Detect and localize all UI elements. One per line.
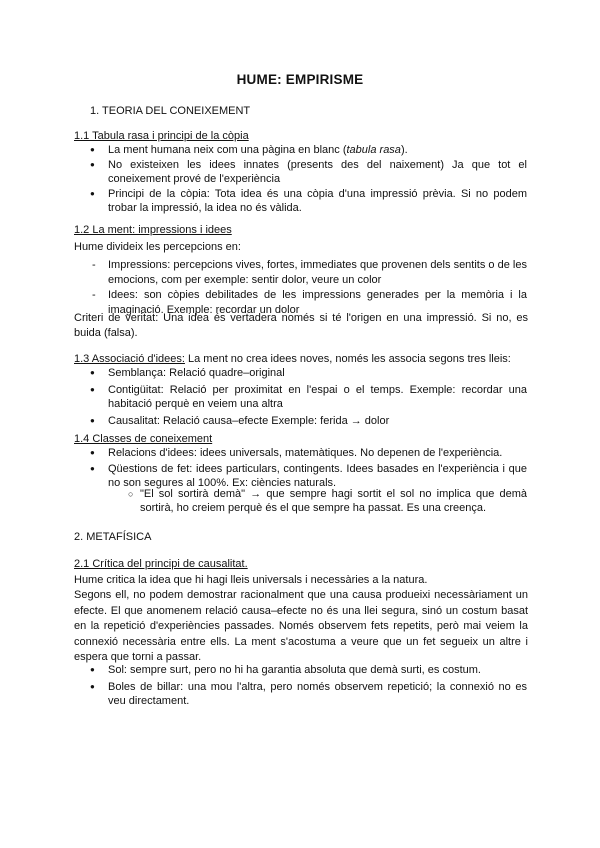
list-item: ● Semblança: Relació quadre–original	[90, 366, 527, 381]
subsection-2-1-heading: 2.1 Crítica del principi de causalitat.	[74, 558, 248, 570]
subsection-1-4-heading: 1.4 Classes de coneixement	[74, 433, 213, 445]
subsection-1-1-list	[90, 143, 527, 215]
list-item: ● Boles de billar: una mou l'altra, pero només observem repetició; la connexió no es veu directament.	[90, 680, 527, 709]
list-item: - Impressions: percepcions vives, fortes, immediates que provenen dels sentits o de les emocions, com per exemple: sentir dolor, veure un color	[90, 258, 527, 287]
list-item: ● No existeixen les idees innates (presents des del naixement) Ja que tot el coneixement prové de l'experiència	[90, 158, 527, 186]
list-item: ● Contigüitat: Relació per proximitat en l'espai o el temps. Exemple: recordar una habitació perquè en veiem una altra	[90, 383, 527, 412]
list-item: ○ "El sol sortirà demà" → que sempre hagi sortit el sol no implica que demà sortirà, ho creiem perquè és el que sempre ha passat. Es una creença.	[128, 487, 527, 515]
list-item: ● La ment humana neix com una pàgina en blanc (tabula rasa).	[90, 143, 527, 157]
subsection-2-1-list	[90, 663, 527, 709]
list-item: ● Qüestions de fet: idees particulars, contingents. Idees basades en l'experiència i que no son segures al 100%. Ex: ciències naturals.	[90, 462, 527, 490]
subsection-1-4-list	[90, 446, 527, 490]
subsection-1-2-heading: 1.2 La ment: impressions i idees	[74, 224, 232, 236]
subsection-2-1-paragraph: Segons ell, no podem demostrar racionalment que una causa produeixi necessàriament un efecte. El que anomenem relació causa–efecte no és una llei segura, sinó un costum basat en la repetició d'experiències passades. Només observem fets repetits, però mai veiem la connexió necessària entre ells. La ment s'acostuma a veure que un fet segueix un altre i espera que torni a passar.	[74, 589, 528, 664]
subsection-1-2-list	[90, 258, 527, 317]
subsection-1-4-sublist	[128, 487, 527, 515]
subsection-1-3-list	[90, 366, 527, 428]
subsection-1-3-heading-line: 1.3 Associació d'idees: La ment no crea idees noves, només les associa segons tres lleis:	[74, 353, 511, 365]
list-item: ● Causalitat: Relació causa–efecte Exemple: ferida → dolor	[90, 414, 527, 429]
criteri-de-veritat: Criteri de veritat: Una idea és vertadera només si té l'origen en una impressió. Si no, es buida (falsa).	[74, 312, 528, 339]
subsection-1-3-heading: 1.3 Associació d'idees:	[74, 353, 185, 365]
list-item: ● Relacions d'idees: idees universals, matemàtiques. No depenen de l'experiència.	[90, 446, 527, 460]
subsection-1-2-intro: Hume divideix les percepcions en:	[74, 241, 241, 253]
section-2-heading: 2. METAFÍSICA	[74, 531, 152, 543]
subsection-2-1-intro: Hume critica la idea que hi hagi lleis universals i necessàries a la natura.	[74, 574, 428, 586]
list-item: - Idees: son còpies debilitades de les impressions generades per la memòria i la imaginació. Exemple: recordar un dolor	[90, 288, 527, 317]
list-item: ● Sol: sempre surt, pero no hi ha garantia absoluta que demà surti, es costum.	[90, 663, 527, 678]
document-title: HUME: EMPIRISME	[236, 72, 364, 87]
subsection-1-1-heading: 1.1 Tabula rasa i principi de la còpia	[74, 130, 249, 142]
list-item: ● Principi de la còpia: Tota idea és una còpia d'una impressió prèvia. Si no podem trobar la impressió, la idea no és vàlida.	[90, 187, 527, 215]
section-1-heading: 1. TEORIA DEL CONEIXEMENT	[90, 105, 251, 117]
